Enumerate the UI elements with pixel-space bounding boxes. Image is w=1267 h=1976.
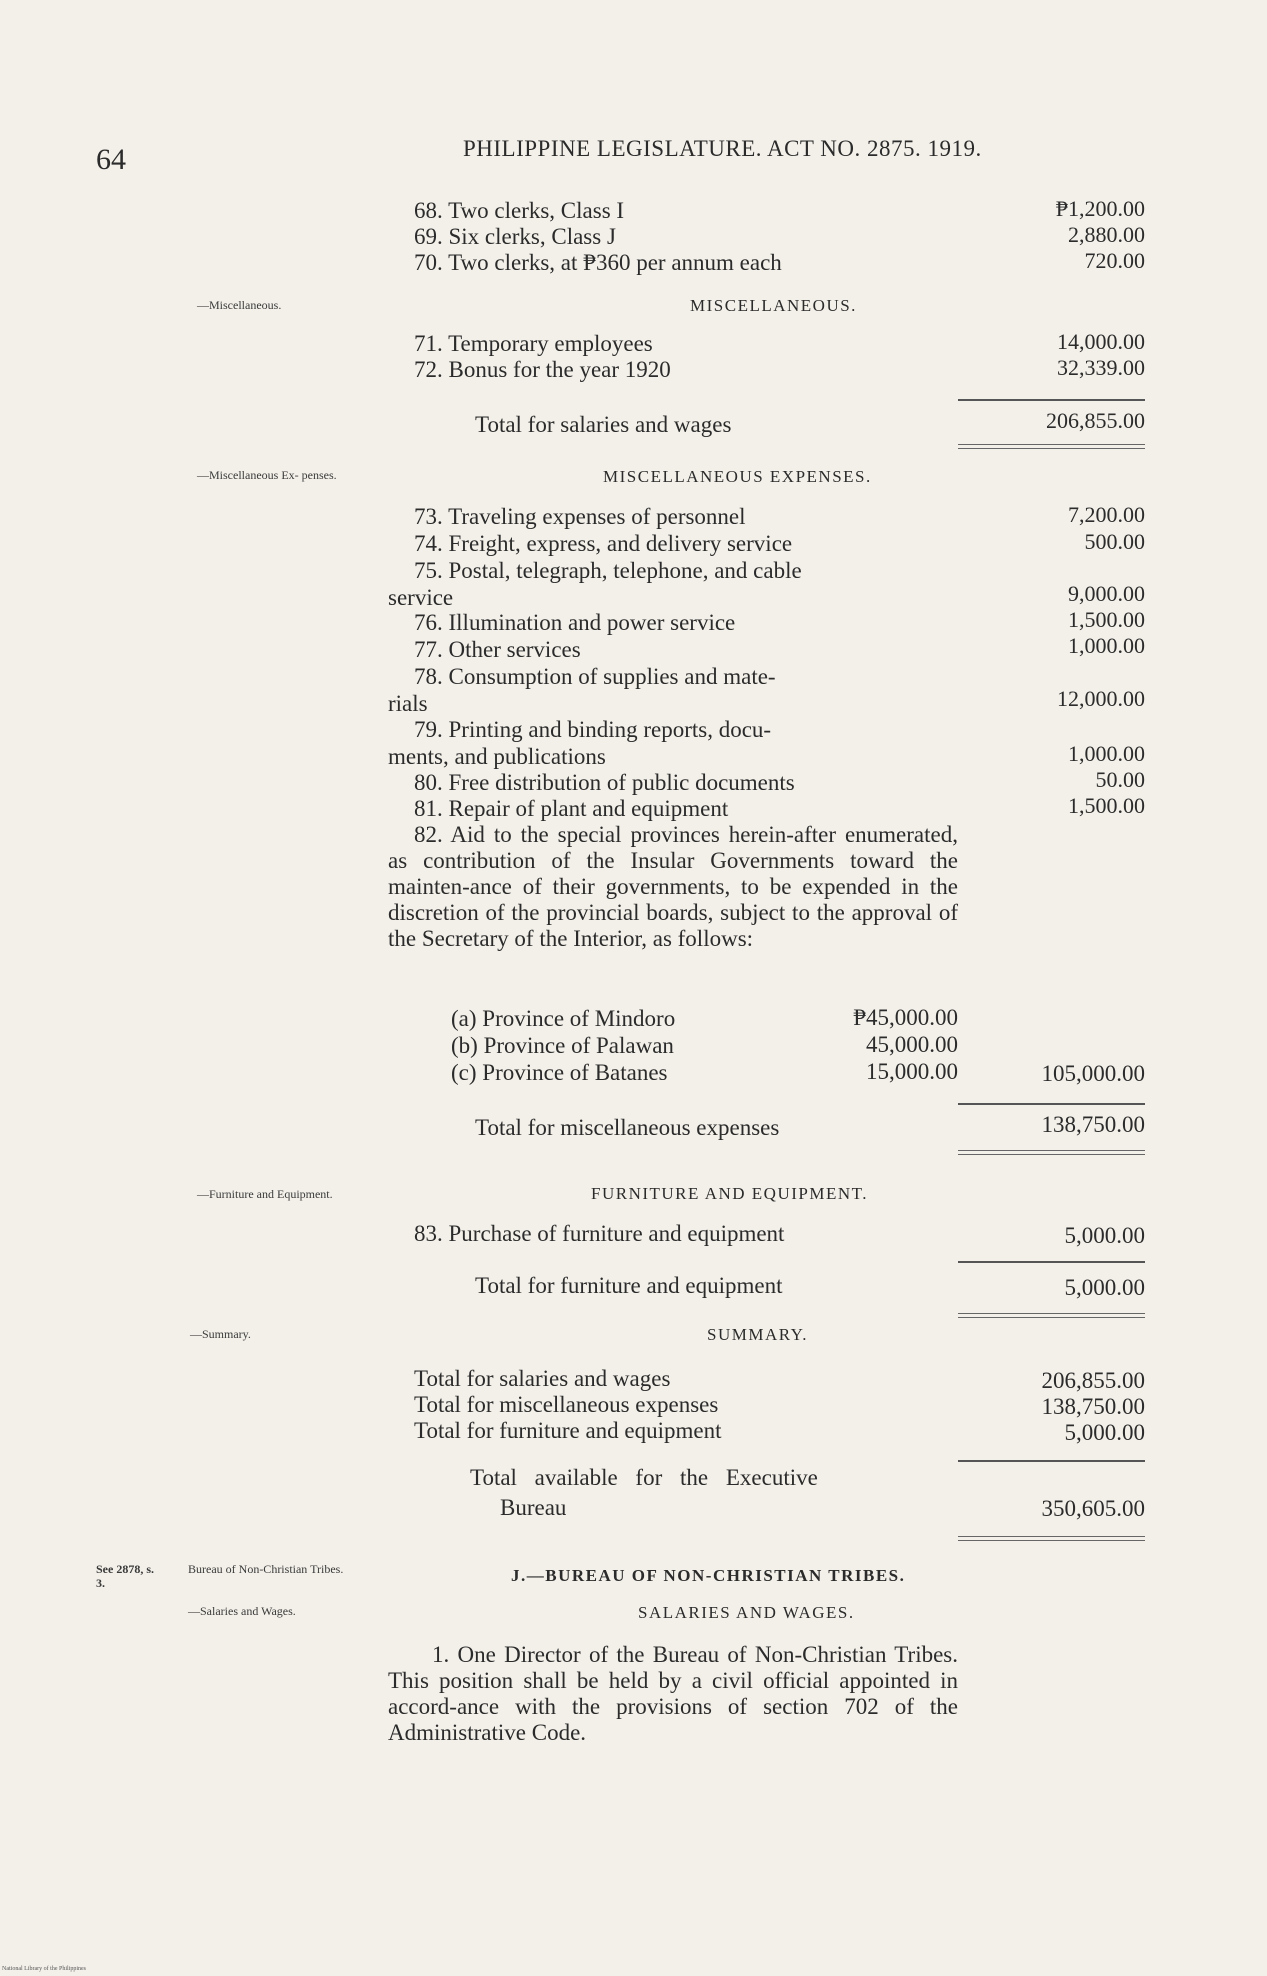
line-item: 70. Two clerks, at ₱360 per annum each <box>414 250 782 275</box>
footer-credit: National Library of the Philippines <box>2 1966 86 1972</box>
total-amount: 138,750.00 <box>1041 1112 1145 1137</box>
summary-item: Total for furniture and equipment <box>414 1418 722 1443</box>
province-item: (a) Province of Mindoro <box>451 1006 676 1031</box>
section-heading-furniture: FURNITURE AND EQUIPMENT. <box>591 1184 868 1203</box>
line-item: 75. Postal, telegraph, telephone, and cable <box>414 558 802 583</box>
line-item: 83. Purchase of furniture and equipment <box>414 1221 785 1246</box>
line-item: 79. Printing and binding reports, docu- <box>414 717 772 742</box>
line-amount: 1,000.00 <box>1068 633 1145 658</box>
section-heading-miscellaneous: MISCELLANEOUS. <box>690 296 857 315</box>
double-rule <box>958 1150 1145 1155</box>
province-item: (b) Province of Palawan <box>451 1033 674 1058</box>
line-item: service <box>388 585 454 610</box>
province-subamount: ₱45,000.00 <box>853 1005 958 1030</box>
margin-note-furniture <box>197 1187 387 1201</box>
margin-note-text: Bureau of Non-Christian Tribes. <box>188 1562 344 1576</box>
line-item: 69. Six clerks, Class J <box>414 224 616 249</box>
line-item: 73. Traveling expenses of personnel <box>414 504 746 529</box>
margin-note-bureau <box>188 1562 388 1576</box>
double-rule <box>958 1536 1145 1541</box>
bureau-paragraph: 1. One Director of the Bureau of Non-Christian Tribes. This position shall be held by a civil official appointed in accord-ance with the provisions of section 702 of the Administrative Code. <box>388 1642 958 1745</box>
province-subamount: 45,000.00 <box>866 1032 958 1057</box>
line-item: 71. Temporary employees <box>414 331 653 356</box>
summary-total-amount: 350,605.00 <box>1041 1496 1145 1521</box>
line-item: ments, and publications <box>388 744 606 769</box>
line-amount: 32,339.00 <box>1057 355 1145 380</box>
line-amount: ₱1,200.00 <box>1055 196 1145 221</box>
line-item: 72. Bonus for the year 1920 <box>414 357 671 382</box>
aid-paragraph: 82. Aid to the special provinces herein-after enumerated, as contribution of the Insular Governments toward the mainten-ance of their governments, to be expended in the discretion of the provincial boards, subject to the approval of the Secretary of the Interior, as follows: <box>388 822 958 951</box>
double-rule <box>958 1313 1145 1318</box>
summary-total-label: Total available for the Executive <box>470 1465 818 1490</box>
line-amount: 500.00 <box>1084 529 1145 554</box>
running-header: PHILIPPINE LEGISLATURE. ACT NO. 2875. 1919. <box>463 136 982 161</box>
margin-note-text: —Furniture and Equipment. <box>197 1187 333 1201</box>
total-amount: 206,855.00 <box>1046 408 1145 433</box>
sum-rule <box>958 1103 1145 1105</box>
total-label: Total for furniture and equipment <box>475 1273 783 1298</box>
line-amount: 2,880.00 <box>1068 222 1145 247</box>
line-amount: 5,000.00 <box>1064 1223 1145 1248</box>
line-item: 78. Consumption of supplies and mate- <box>414 664 776 689</box>
margin-note-summary: —Summary. <box>190 1327 251 1341</box>
total-label: Total for miscellaneous expenses <box>475 1115 780 1140</box>
line-item: rials <box>388 691 428 716</box>
total-amount: 5,000.00 <box>1064 1275 1145 1300</box>
sum-rule <box>958 399 1145 401</box>
province-subamount: 15,000.00 <box>866 1059 958 1084</box>
see-reference-text: See 2878, s. 3. <box>96 1562 154 1590</box>
summary-item: Total for salaries and wages <box>414 1366 671 1391</box>
subheading-salaries: SALARIES AND WAGES. <box>638 1603 855 1622</box>
summary-amount: 138,750.00 <box>1041 1394 1145 1419</box>
line-amount: 720.00 <box>1084 248 1145 273</box>
double-rule <box>958 444 1145 449</box>
section-heading-summary: SUMMARY. <box>707 1325 808 1344</box>
line-item: 68. Two clerks, Class I <box>414 198 625 223</box>
summary-total-label-cont: Bureau <box>500 1495 567 1520</box>
line-item: 77. Other services <box>414 637 581 662</box>
line-amount: 9,000.00 <box>1068 581 1145 606</box>
page-number: 64 <box>96 143 126 176</box>
sum-rule <box>958 1460 1145 1462</box>
line-amount: 105,000.00 <box>1041 1061 1145 1086</box>
margin-note-misc-expenses <box>197 468 387 482</box>
total-label: Total for salaries and wages <box>475 412 732 437</box>
margin-note-text: —Miscellaneous Ex- penses. <box>197 468 337 482</box>
province-item: (c) Province of Batanes <box>451 1060 668 1085</box>
line-amount: 1,000.00 <box>1068 741 1145 766</box>
line-item: 76. Illumination and power service <box>414 610 736 635</box>
line-item: 74. Freight, express, and delivery service <box>414 531 793 556</box>
sum-rule <box>958 1261 1145 1263</box>
see-reference <box>96 1562 156 1590</box>
section-heading-misc-expenses: MISCELLANEOUS EXPENSES. <box>603 467 872 486</box>
summary-item: Total for miscellaneous expenses <box>414 1392 719 1417</box>
summary-amount: 5,000.00 <box>1064 1420 1145 1445</box>
margin-note-miscellaneous: —Miscellaneous. <box>197 298 282 312</box>
summary-amount: 206,855.00 <box>1041 1368 1145 1393</box>
section-heading-bureau: J.—BUREAU OF NON-CHRISTIAN TRIBES. <box>511 1566 906 1585</box>
line-amount: 1,500.00 <box>1068 607 1145 632</box>
line-amount: 1,500.00 <box>1068 793 1145 818</box>
margin-note-salaries: —Salaries and Wages. <box>188 1604 296 1618</box>
line-amount: 14,000.00 <box>1057 329 1145 354</box>
line-amount: 50.00 <box>1095 767 1145 792</box>
line-amount: 7,200.00 <box>1068 502 1145 527</box>
line-amount: 12,000.00 <box>1057 686 1145 711</box>
line-item: 80. Free distribution of public documents <box>414 770 795 795</box>
line-item: 81. Repair of plant and equipment <box>414 796 729 821</box>
